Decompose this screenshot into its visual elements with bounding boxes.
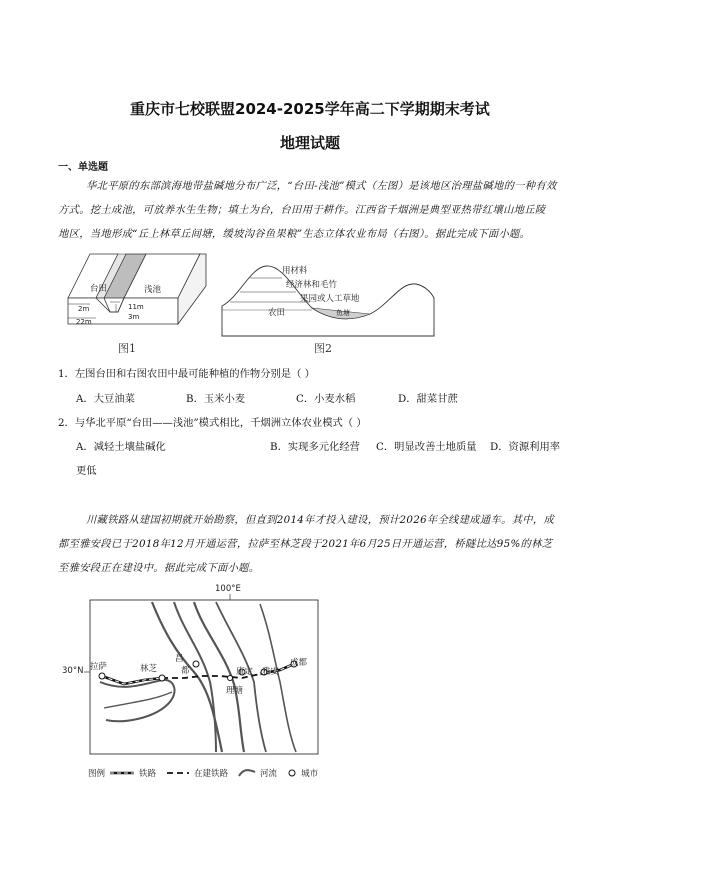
fig1-label-qianchi: 浅池 — [144, 285, 162, 295]
question-2-stem: 2．与华北平原“台田——浅池”模式相比，千烟洲立体农业模式（ ） — [58, 417, 367, 429]
question-2-option-d[interactable]: D．资源利用率 — [490, 441, 561, 453]
legend-railway-label: 铁路 — [139, 769, 157, 779]
fig2-label-yutang: 鱼塘 — [336, 309, 350, 317]
fig1-dim-22m: 22m — [76, 318, 92, 326]
passage-1-line-2: 方式。挖土成池，可放养水生生物；填土为台，台田用于耕作。江西省千烟洲是典型亚热带红壤山地丘陵 — [58, 204, 546, 216]
legend-river-label: 河流 — [260, 769, 278, 779]
map-city-qamdo-1: 昌 — [175, 654, 184, 664]
passage-1 — [58, 174, 658, 246]
fig2-label-nongtian: 农田 — [268, 308, 286, 318]
question-1-option-c[interactable]: C．小麦水稻 — [296, 393, 356, 405]
sichuan-tibet-railway-map — [84, 592, 324, 762]
fig1-label-taitian: 台田 — [90, 284, 108, 294]
map-city-yaan: 雅安 — [262, 667, 280, 677]
legend-title: 图例 — [88, 769, 106, 779]
map-city-kangding: 康定 — [236, 667, 254, 677]
question-1-stem: 1．左图台田和右图农田中最可能种植的作物分别是（ ） — [58, 368, 315, 380]
passage-2-line-3: 至雅安段正在建设中。据此完成下面小题。 — [58, 562, 260, 574]
passage-2-line-2: 都至雅安段已于2018年12月开通运营，拉萨至林芝段于2021年6月25日开通运营，桥隧比达95%的林芝 — [58, 538, 553, 550]
section-heading: 一、单选题 — [58, 162, 108, 173]
fig2-label-guoyuan: 果园或人工草地 — [300, 294, 360, 304]
figure-1-caption: 图1 — [118, 342, 136, 355]
passage-1-line-1: 华北平原的东部滨海地带盐碱地分布广泛，“台田-浅池”模式（左图）是该地区治理盐碱地的一种有效 — [86, 180, 557, 192]
map-legend — [88, 766, 318, 780]
map-latitude-label: 30°N — [62, 666, 84, 676]
question-1-option-d[interactable]: D．甜菜甘蔗 — [398, 393, 458, 405]
legend-railway-symbol — [109, 769, 135, 777]
question-1-option-b[interactable]: B．玉米小麦 — [186, 393, 246, 405]
map-city-chengdu: 成都 — [290, 658, 308, 668]
legend-city-label: 城市 — [301, 769, 319, 779]
legend-under-construction-label: 在建铁路 — [194, 769, 229, 779]
question-2-option-b[interactable]: B．实现多元化经营 — [270, 441, 360, 453]
figure-2-caption: 图2 — [314, 342, 332, 355]
question-1-option-a[interactable]: A．大豆油菜 — [76, 393, 135, 405]
map-city-qamdo-2: 都 — [181, 666, 190, 676]
map-city-litang: 理塘 — [226, 686, 244, 696]
page-subtitle: 地理试题 — [280, 134, 341, 152]
question-2-option-c[interactable]: C．明显改善土地质量 — [376, 441, 477, 453]
legend-river-symbol — [238, 768, 256, 778]
fig1-dim-2m: 2m — [78, 305, 90, 313]
question-2-option-a[interactable]: A．减轻土壤盐碱化 — [76, 441, 166, 453]
passage-1-line-3: 地区，当地形成“丘上林草丘间塘，缓坡沟谷鱼果粮”生态立体农业布局（右图）。据此完成下面小题。 — [58, 228, 531, 240]
legend-under-construction-symbol — [166, 769, 190, 777]
map-city-nyingchi: 林芝 — [140, 664, 158, 674]
fig1-dim-3m: 3m — [128, 313, 140, 321]
passage-2 — [58, 508, 668, 580]
fig2-label-yongcailiao: 用材料 — [282, 266, 308, 276]
page-title: 重庆市七校联盟2024-2025学年高二下学期期末考试 — [130, 100, 490, 118]
passage-2-line-1: 川藏铁路从建国初期就开始勘察，但直到2014年才投入建设，预计2026年全线建成通车。其中，成 — [86, 514, 555, 526]
fig2-label-jingji: 经济林和毛竹 — [286, 280, 338, 290]
legend-city-symbol — [287, 768, 297, 778]
fig1-dim-11m: 11m — [128, 303, 144, 311]
map-longitude-label: 100°E — [215, 584, 241, 594]
question-2-option-d-continuation: 更低 — [76, 465, 97, 477]
map-city-lhasa: 拉萨 — [90, 662, 108, 672]
